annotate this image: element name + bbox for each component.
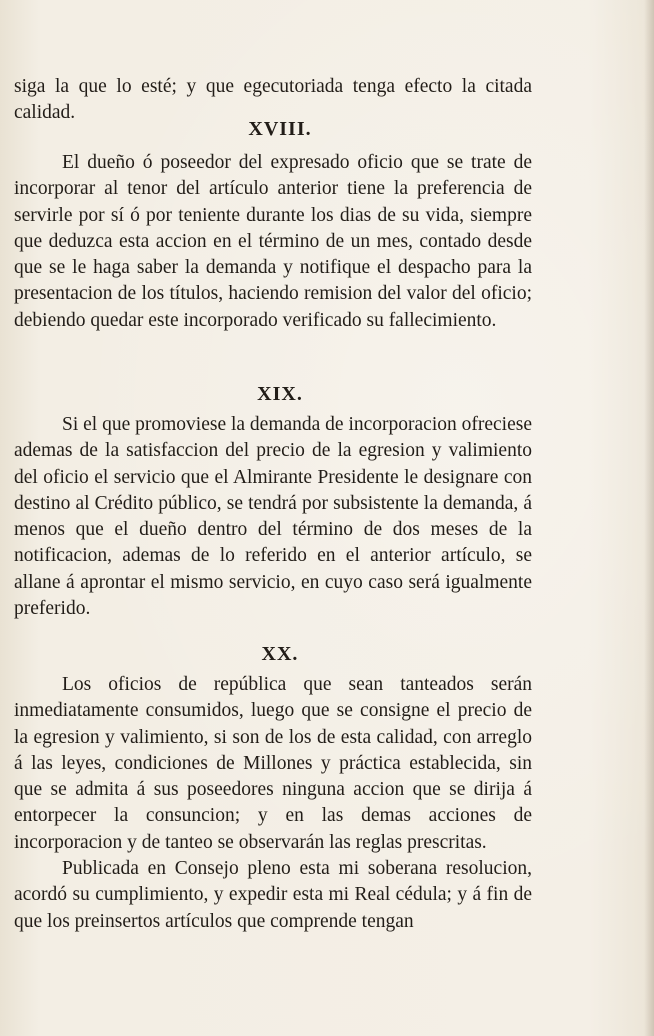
article-18-body xyxy=(14,150,532,334)
article-20-body xyxy=(14,672,532,935)
article-heading-18: XVIII. xyxy=(248,118,312,140)
paragraph-text: siga la que lo esté; y que egecutoriada tenga efecto la citada calidad. xyxy=(14,76,532,124)
article-heading-19: XIX. xyxy=(257,383,303,405)
paragraph-text: Si el que promoviese la demanda de incorporacion ofreciese ademas de la satisfaccion del precio de la egresion y valimiento del oficio el servicio que el Almirante Presidente le designare con destino al Crédito público, se tendrá por subsistente la demanda, á menos que el dueño dentro del término de dos meses de la notificacion, ademas de lo referido en el anterior artículo, se allane á aprontar el mismo servicio, en cuyo caso será igualmente preferido. xyxy=(14,414,532,620)
paragraph-text: El dueño ó poseedor del expresado oficio que se trate de incorporar al tenor del artículo anterior tiene la preferencia de servirle por sí ó por teniente durante los dias de su vida, siempre que deduzca esta accion en el término de un mes, contado desde que se le haga saber la demanda y notifique el despacho para la presentacion de los títulos, haciendo remision del valor del oficio; debiendo quedar este incorporado verificado su fallecimiento. xyxy=(14,152,532,331)
paragraph-text: Publicada en Consejo pleno esta mi soberana resolucion, acordó su cumplimiento, y expedir esta mi Real cédula; y á fin de que los preinsertos artículos que comprende tengan xyxy=(14,858,532,932)
article-19-body xyxy=(14,412,532,622)
page-edge-shadow xyxy=(644,0,654,1036)
paragraph-text: Los oficios de república que sean tanteados serán inmediatamente consumidos, luego que se consigne el precio de la egresion y valimiento, si son de los de esta calidad, con arreglo á las leyes, condiciones de Millones y práctica establecida, sin que se admita á sus poseedores ninguna accion que se dirija á entorpecer la consuncion; y en las demas acciones de incorporacion y de tanteo se observarán las reglas prescritas. xyxy=(14,674,532,853)
article-heading-20: XX. xyxy=(261,643,299,665)
